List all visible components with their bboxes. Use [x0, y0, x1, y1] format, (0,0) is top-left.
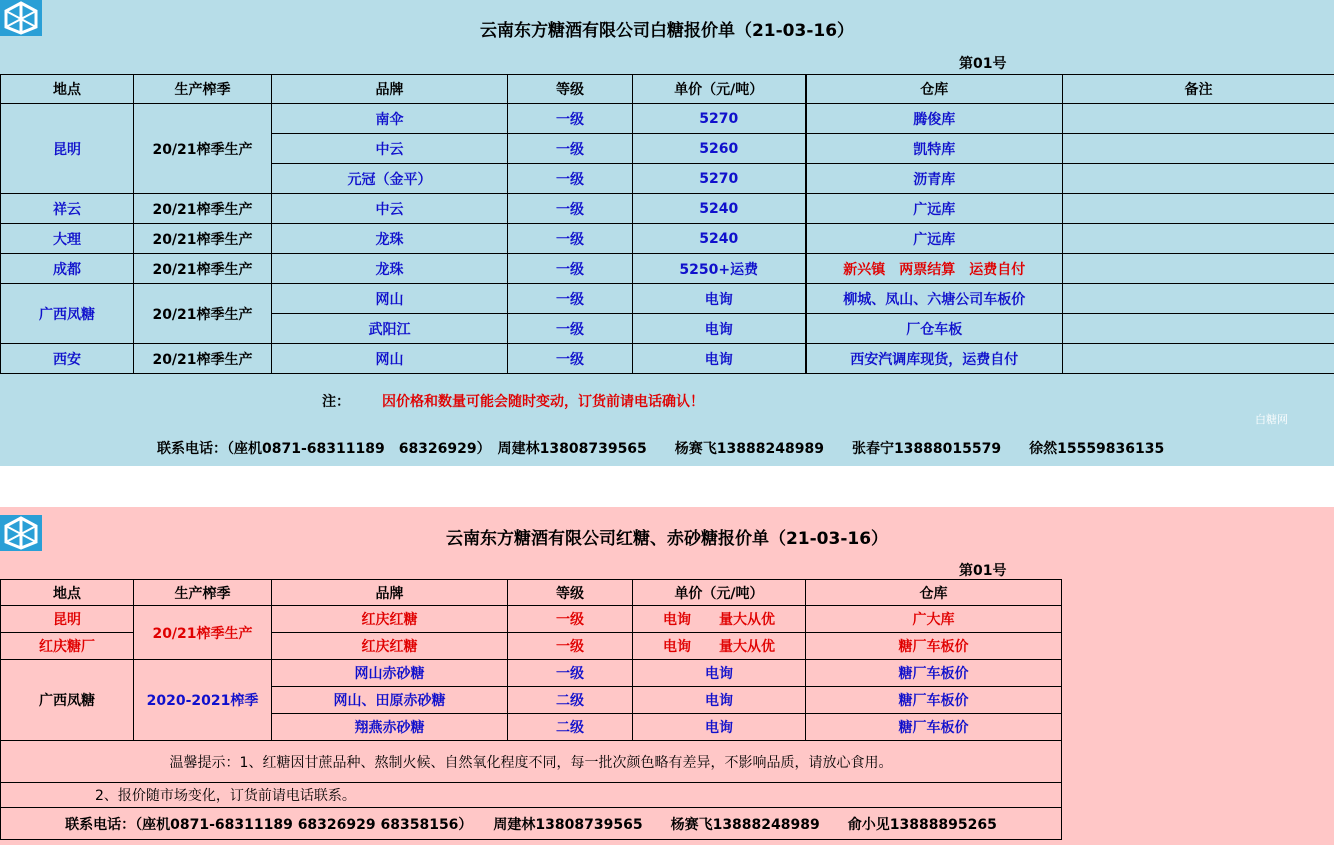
brand-cell: 中云 — [272, 134, 508, 164]
season-cell: 20/21榨季生产 — [134, 194, 272, 224]
brown-sugar-price-table — [0, 579, 1062, 840]
note-cell — [1063, 164, 1334, 194]
header-season: 生产榨季 — [134, 580, 272, 606]
season-cell: 20/21榨季生产 — [134, 254, 272, 284]
header-grade: 等级 — [508, 75, 633, 104]
header-warehouse: 仓库 — [806, 580, 1062, 606]
white-sugar-price-table — [0, 74, 1334, 374]
table-row — [1, 284, 1334, 314]
tip-1 — [1, 741, 1062, 783]
note-cell — [1063, 344, 1334, 374]
warehouse-cell: 糖厂车板价 — [806, 714, 1062, 741]
warehouse-cell: 糖厂车板价 — [806, 687, 1062, 714]
season-cell: 20/21榨季生产 — [134, 284, 272, 344]
price-cell: 电询 — [633, 284, 806, 314]
place-cell: 昆明 — [1, 606, 134, 633]
grade-cell: 一级 — [508, 104, 633, 134]
price-cell: 5250+运费 — [633, 254, 806, 284]
season-cell: 20/21榨季生产 — [134, 606, 272, 660]
tip-2 — [1, 783, 1062, 808]
season-cell: 20/21榨季生产 — [134, 104, 272, 194]
tip-1-text: 温馨提示：1、红糖因甘蔗品种、熬制火候、自然氧化程度不同，每一批次颜色略有差异，不影响品质，请放心食用。 — [169, 754, 893, 771]
place-cell: 昆明 — [1, 104, 134, 194]
table-row — [1, 194, 1334, 224]
brand-cell: 南伞 — [272, 104, 508, 134]
price-cell: 5270 — [633, 104, 806, 134]
note-cell — [1063, 284, 1334, 314]
place-cell: 大理 — [1, 224, 134, 254]
warehouse-cell: 沥青库 — [806, 164, 1063, 194]
warehouse-cell: 广大库 — [806, 606, 1062, 633]
grade-cell: 二级 — [508, 687, 633, 714]
brown-sugar-number: 第01号 — [959, 563, 1007, 579]
table-header-row — [1, 580, 1062, 606]
grade-cell: 一级 — [508, 633, 633, 660]
brand-cell: 网山 — [272, 344, 508, 374]
grade-cell: 一级 — [508, 284, 633, 314]
grade-cell: 一级 — [508, 224, 633, 254]
header-brand: 品牌 — [272, 580, 508, 606]
warehouse-cell: 厂仓车板 — [806, 314, 1063, 344]
place-cell: 广西凤糖 — [1, 284, 134, 344]
place-cell: 红庆糖厂 — [1, 633, 134, 660]
tip-2-text: 2、报价随市场变化，订货前请电话联系。 — [95, 788, 356, 804]
warehouse-cell: 柳城、凤山、六塘公司车板价 — [806, 284, 1063, 314]
contact-line: 联系电话：（座机0871-68311189 68326929 68358156） 周建林13808739565 杨赛飞13888248989 俞小见13888895265 — [65, 816, 997, 833]
white-sugar-number: 第01号 — [959, 56, 1007, 72]
note-cell — [1063, 224, 1334, 254]
season-cell: 20/21榨季生产 — [134, 224, 272, 254]
header-price: 单价（元/吨） — [633, 75, 806, 104]
grade-cell: 一级 — [508, 134, 633, 164]
season-cell: 20/21榨季生产 — [134, 344, 272, 374]
header-season: 生产榨季 — [134, 75, 272, 104]
grade-cell: 一级 — [508, 164, 633, 194]
price-cell: 电询 — [633, 660, 806, 687]
white-sugar-title: 云南东方糖酒有限公司白糖报价单（21-03-16） — [479, 21, 855, 41]
brand-cell: 网山赤砂糖 — [272, 660, 508, 687]
tip-row — [1, 783, 1062, 808]
brand-cell: 红庆红糖 — [272, 606, 508, 633]
tip-row — [1, 741, 1062, 783]
grade-cell: 一级 — [508, 194, 633, 224]
price-cell: 电询 量大从优 — [633, 606, 806, 633]
brand-cell: 红庆红糖 — [272, 633, 508, 660]
header-price: 单价（元/吨） — [633, 580, 806, 606]
price-cell: 5260 — [633, 134, 806, 164]
grade-cell: 一级 — [508, 314, 633, 344]
table-row — [1, 344, 1334, 374]
watermark: 白糖网 — [1255, 413, 1288, 426]
warehouse-cell: 广远库 — [806, 224, 1063, 254]
price-cell: 电询 量大从优 — [633, 633, 806, 660]
table-row — [1, 104, 1334, 134]
header-note: 备注 — [1063, 75, 1334, 104]
note-cell — [1063, 104, 1334, 134]
brand-cell: 翔燕赤砂糖 — [272, 714, 508, 741]
header-place: 地点 — [1, 75, 134, 104]
note-cell — [1063, 194, 1334, 224]
brand-cell: 龙珠 — [272, 254, 508, 284]
warehouse-cell: 腾俊库 — [806, 104, 1063, 134]
warehouse-cell: 广远库 — [806, 194, 1063, 224]
warehouse-cell: 凯特库 — [806, 134, 1063, 164]
price-cell: 5240 — [633, 194, 806, 224]
header-grade: 等级 — [508, 580, 633, 606]
place-cell: 成都 — [1, 254, 134, 284]
brand-cell: 龙珠 — [272, 224, 508, 254]
brand-cell: 网山、田原赤砂糖 — [272, 687, 508, 714]
table-row — [1, 224, 1334, 254]
brown-sugar-title: 云南东方糖酒有限公司红糖、赤砂糖报价单（21-03-16） — [445, 529, 889, 549]
header-warehouse: 仓库 — [806, 75, 1063, 104]
note-cell — [1063, 134, 1334, 164]
contact-line: 联系电话：（座机0871-68311189 68326929） 周建林13808739565 杨赛飞13888248989 张春宁13888015579 徐然15559836135 — [157, 441, 1165, 457]
table-header-row — [1, 75, 1334, 104]
price-cell: 5270 — [633, 164, 806, 194]
price-cell: 电询 — [633, 344, 806, 374]
table-row — [1, 606, 1062, 633]
price-cell: 电询 — [633, 687, 806, 714]
grade-cell: 一级 — [508, 606, 633, 633]
grade-cell: 一级 — [508, 344, 633, 374]
place-cell: 祥云 — [1, 194, 134, 224]
place-cell: 西安 — [1, 344, 134, 374]
price-cell: 电询 — [633, 714, 806, 741]
warehouse-cell: 新兴镇 两票结算 运费自付 — [806, 254, 1063, 284]
table-row — [1, 254, 1334, 284]
warehouse-cell: 西安汽调库现货，运费自付 — [806, 344, 1063, 374]
note-cell — [1063, 314, 1334, 344]
note-cell — [1063, 254, 1334, 284]
place-cell: 广西凤糖 — [1, 660, 134, 741]
price-cell: 5240 — [633, 224, 806, 254]
brown-sugar-section — [0, 507, 1334, 845]
brand-cell: 网山 — [272, 284, 508, 314]
grade-cell: 一级 — [508, 254, 633, 284]
header-place: 地点 — [1, 580, 134, 606]
contact-cell — [1, 808, 1062, 840]
header-brand: 品牌 — [272, 75, 508, 104]
note-label: 注： — [322, 394, 350, 410]
warehouse-cell: 糖厂车板价 — [806, 660, 1062, 687]
warehouse-cell: 糖厂车板价 — [806, 633, 1062, 660]
grade-cell: 一级 — [508, 660, 633, 687]
price-cell: 电询 — [633, 314, 806, 344]
brand-cell: 元冠（金平） — [272, 164, 508, 194]
grade-cell: 二级 — [508, 714, 633, 741]
table-row — [1, 660, 1062, 687]
note-text: 因价格和数量可能会随时变动，订货前请电话确认！ — [382, 394, 704, 410]
brand-cell: 中云 — [272, 194, 508, 224]
brand-cell: 武阳江 — [272, 314, 508, 344]
contact-row — [1, 808, 1062, 840]
season-cell: 2020-2021榨季 — [134, 660, 272, 741]
